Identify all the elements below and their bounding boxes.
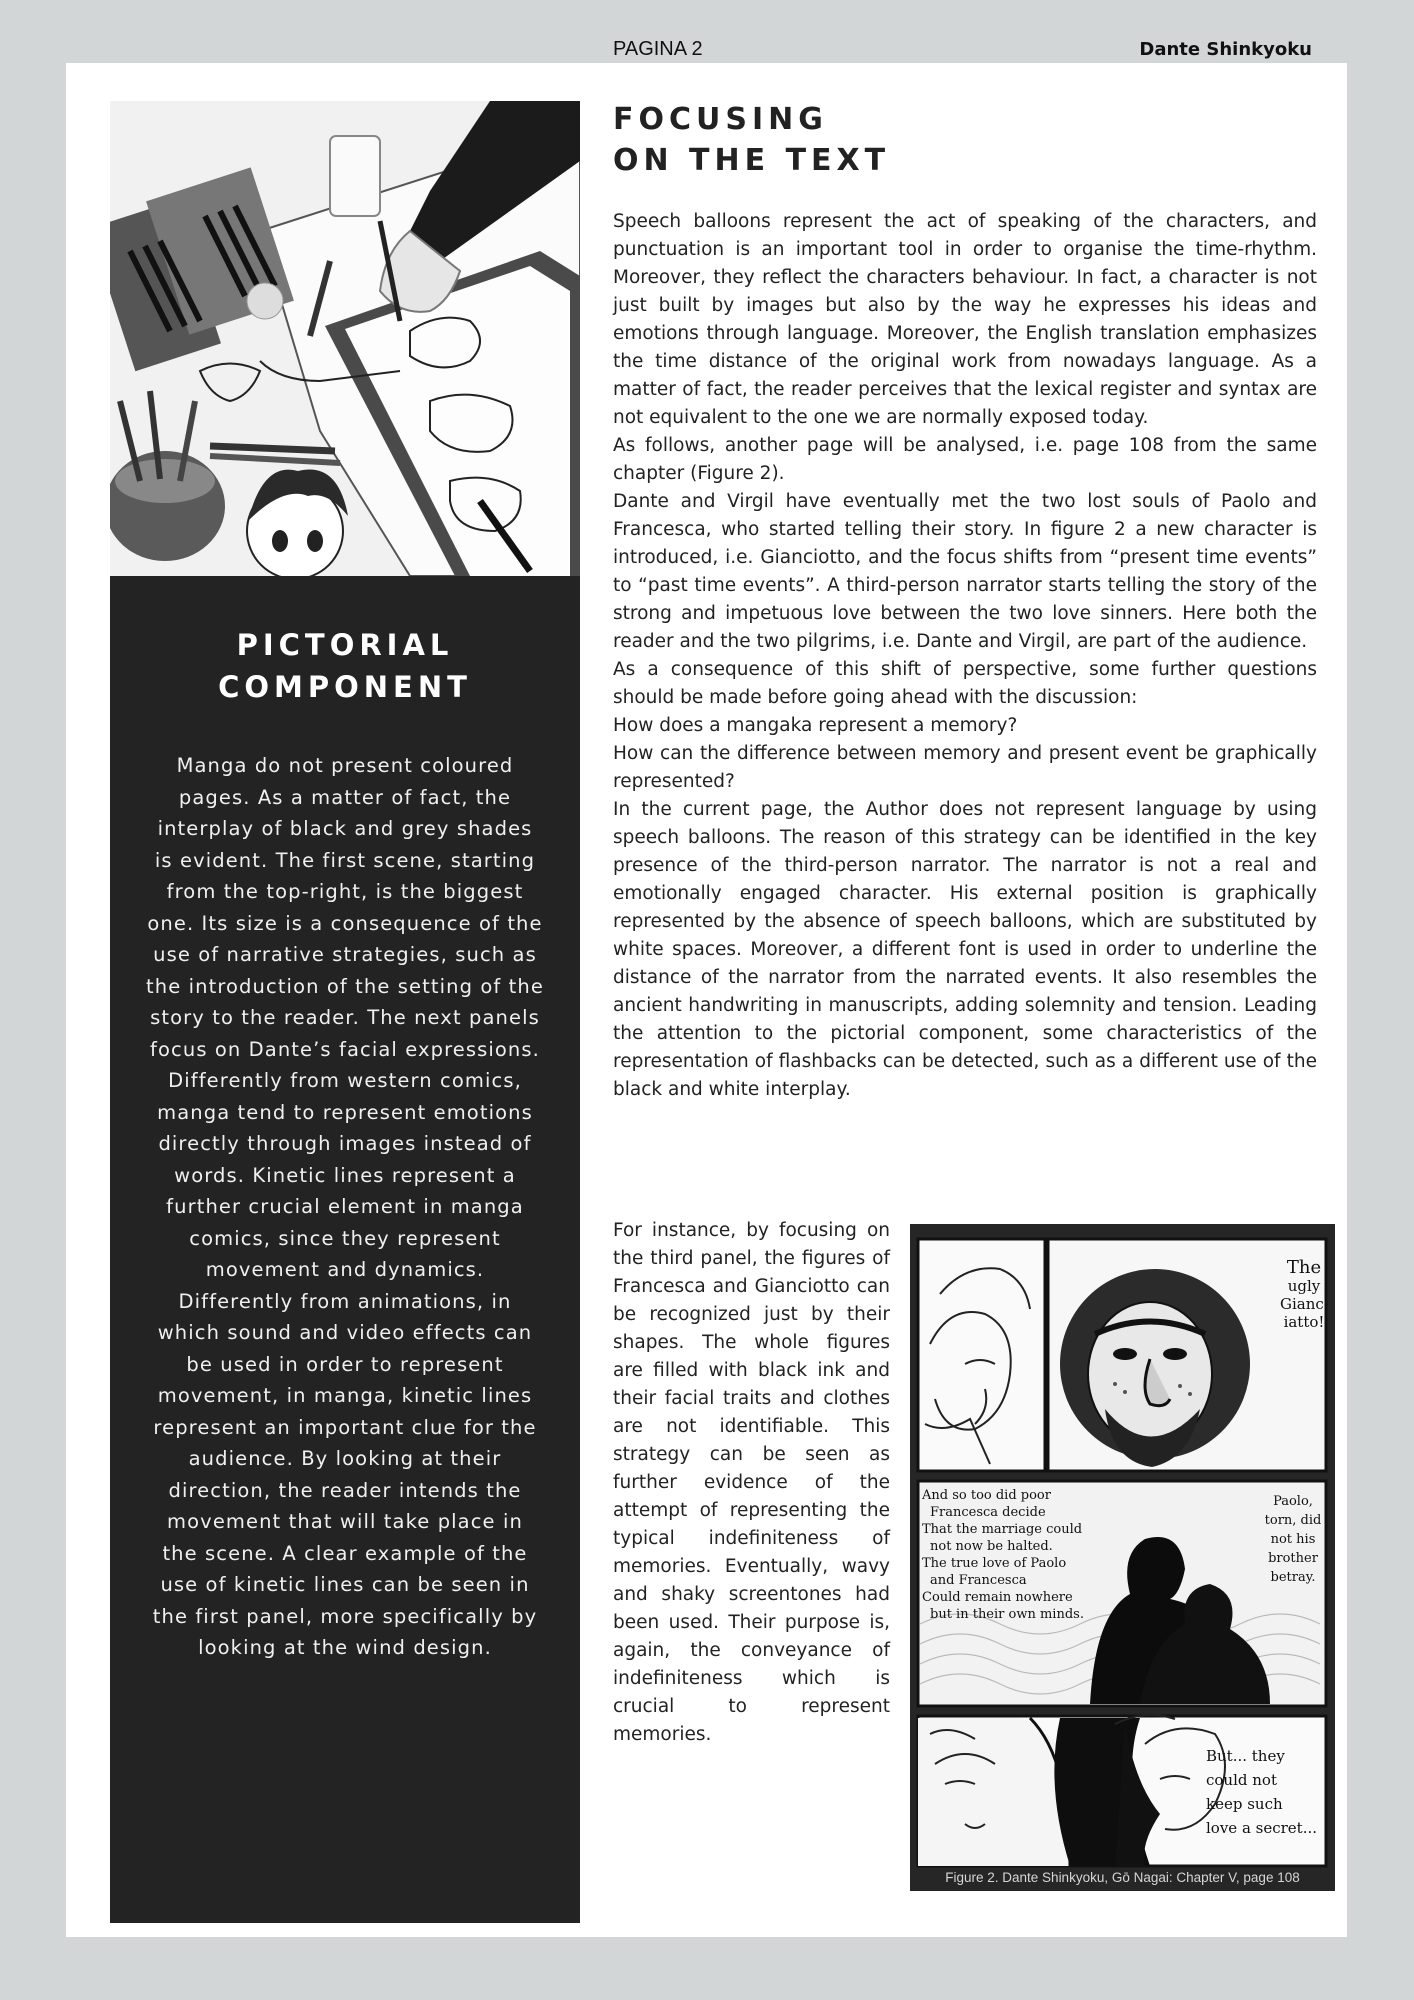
caption-line: brother xyxy=(1268,1551,1318,1566)
question: How does a mangaka represent a memory? xyxy=(613,715,1018,736)
panel3-caption xyxy=(1206,1744,1324,1840)
caption-line: But... they xyxy=(1206,1747,1285,1765)
pictorial-body-text: Manga do not present coloured pages. As a matter of fact, the interplay of black and grey shades is evident. The first scene, starting from the top-right, is the biggest one. Its size is a consequence of the use of narrative strategies, such as the introduction of the setting of the story to the reader. The next panels focus on Dante’s facial expressions. Differently from western comics, manga tend to represent emotions directly through images instead of words. Kinetic lines represent a further crucial element in manga comics, since they represent movement and dynamics. Differently from animations, in which sound and video effects can be used in order to represent movement, in manga, kinetic lines represent an important clue for the audience. By looking at their direction, the reader intends the movement that will take place in the scene. A clear example of the use of kinetic lines can be seen in the first panel, more specifically by looking at the wind design. xyxy=(146,754,544,1659)
caption-line: betray. xyxy=(1270,1570,1316,1585)
caption-line: iatto! xyxy=(1283,1313,1325,1331)
panel2-caption-left xyxy=(922,1487,1112,1623)
focusing-title-line1: FOCUSING xyxy=(613,102,828,137)
pictorial-title-line1: PICTORIAL xyxy=(236,628,454,662)
pictorial-section-title xyxy=(110,624,580,708)
pictorial-title-line2: COMPONENT xyxy=(218,670,472,704)
paragraph: As a consequence of this shift of perspective, some further questions should be made before going ahead with the discussion: xyxy=(613,659,1317,708)
focusing-section-title xyxy=(613,99,890,181)
page-sheet xyxy=(66,63,1347,1937)
caption-line: torn, did xyxy=(1264,1513,1322,1528)
paragraph: In the current page, the Author does not represent language by using speech balloons. The reason of this strategy can be identified in the key presence of the third-person narrator. The narrator is not a real and emotionally engaged character. His external position is graphically represented by the absence of speech balloons, which are substituted by white spaces. Moreover, a different font is used in order to underline the distance of the narrator from the narrated events. It also resembles the ancient handwriting in manuscripts, adding solemnity and tension. Leading the attention to the pictorial component, some characteristics of the representation of flashbacks can be detected, such as a different use of the black and white interplay. xyxy=(613,799,1317,1100)
paragraph: Speech balloons represent the act of speaking of the characters, and punctuation is an important tool in order to organise the time-rhythm. Moreover, they reflect the characters behaviour. In fact, a character is not just built by images but also by the way he expresses his ideas and emotions through language. Moreover, the English translation emphasizes the time distance of the original work from nowadays language. As a matter of fact, the reader perceives that the lexical register and syntax are not equivalent to the one we are normally exposed today. xyxy=(613,211,1317,428)
paragraph: Dante and Virgil have eventually met the two lost souls of Paolo and Francesca, who started telling their story. In figure 2 a new character is introduced, i.e. Gianciotto, and the focus shifts from “present time events” to “past time events”. A third-person narrator starts telling the story of the strong and impetuous love between the two love sinners. Here both the reader and the two pilgrims, i.e. Dante and Virgil, are part of the audience. xyxy=(613,491,1317,652)
caption-line: Gianc- xyxy=(1280,1295,1329,1313)
caption-line: not his xyxy=(1270,1532,1316,1547)
caption-line: Paolo, xyxy=(1273,1494,1313,1509)
caption-line: Could remain nowhere xyxy=(922,1590,1073,1605)
caption-line: but in their own minds. xyxy=(930,1607,1084,1622)
paragraph: As follows, another page will be analysed, i.e. page 108 from the same chapter (Figure 2). xyxy=(613,435,1317,484)
caption-line: That the marriage could xyxy=(922,1522,1083,1537)
focusing-title-line2: ON THE TEXT xyxy=(613,143,891,178)
figure-side-text: For instance, by focusing on the third panel, the figures of Francesca and Gianciotto can be recognized just by their shapes. The whole figures are filled with black ink and their facial traits and clothes are not identifiable. This strategy can be seen as further evidence of the attempt of representing the typical indefiniteness of memories. Eventually, wavy and shaky screentones had been used. Their purpose is, again, the conveyance of indefiniteness which is crucial to represent memories. xyxy=(613,1220,890,1745)
page-number-label: PAGINA 2 xyxy=(613,38,703,60)
manga-figure-2 xyxy=(910,1224,1335,1891)
caption-line: ugly xyxy=(1287,1277,1321,1295)
caption-line: not now be halted. xyxy=(930,1539,1053,1554)
manga-drawing-photo xyxy=(110,101,580,576)
caption-line: The true love of Paolo xyxy=(922,1556,1067,1571)
caption-line: love a secret... xyxy=(1206,1819,1318,1837)
figure-caption: Figure 2. Dante Shinkyoku, Gō Nagai: Chapter V, page 108 xyxy=(945,1870,1300,1885)
caption-line: and Francesca xyxy=(930,1573,1027,1588)
caption-line: Francesca decide xyxy=(930,1505,1046,1520)
document-title: Dante Shinkyoku xyxy=(1139,39,1312,60)
caption-line: keep such xyxy=(1206,1795,1283,1813)
main-body-text xyxy=(613,208,1317,1104)
caption-line: And so too did poor xyxy=(922,1488,1051,1503)
panel1-caption xyxy=(1280,1259,1328,1331)
caption-line: The xyxy=(1286,1257,1322,1278)
panel2-caption-right xyxy=(1262,1492,1324,1587)
caption-line: could not xyxy=(1206,1771,1277,1789)
question: How can the difference between memory and present event be graphically represented? xyxy=(613,743,1317,792)
pictorial-component-panel xyxy=(110,576,580,1923)
